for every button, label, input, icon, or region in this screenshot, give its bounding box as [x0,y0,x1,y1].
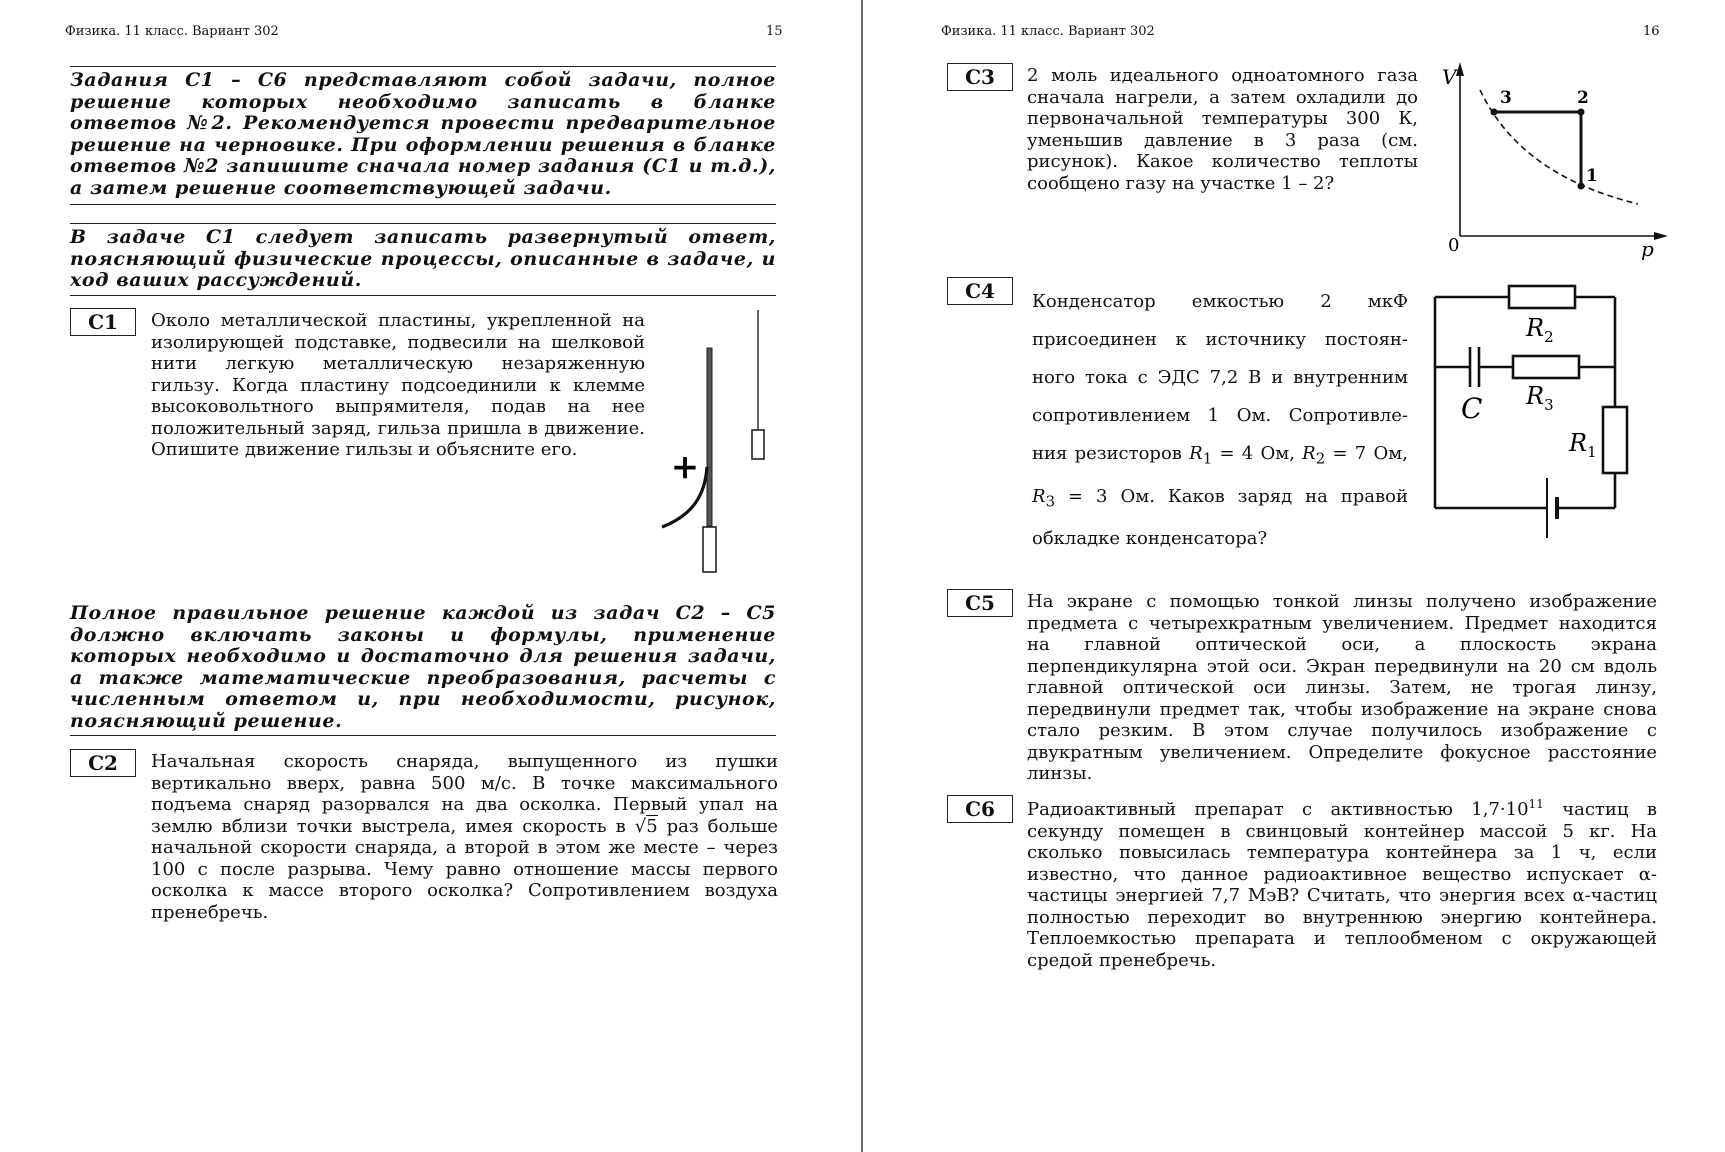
r2-label: $R_2$ [1526,314,1554,346]
task-c5-text: На экране с помощью тонкой линзы получено изображение предмета с четырехкратным увеличением. Предмет находится на главной оптической оси, а плоскость экрана перпендикулярна этой оси. Экран передвинули на 20 см вдоль главной оптической оси линзы. Затем, не трогая линзу, передвинули предмет так, чтобы изображение на экране снова стало резким. В этом случае получилось изображение с двукратным увеличением. Определите фокусное расстояние линзы. [1027,591,1657,784]
task-c4-line: Конденсатор емкостью 2 мкФ [1032,291,1408,312]
instructions-c2-c5: Полное правильное решение каждой из задач С2 – С5 должно включать законы и формулы, применение которых необходимо и достаточно для решения задачи, а также математические преобразования, расчеты с численным ответом и, при необходимости, рисунок, поясняющий решение. [70,602,776,732]
state-point-3 [1491,109,1498,116]
p-axis-label: p [1641,237,1654,261]
c3-pv-graph [1434,60,1674,265]
right-page [864,0,1725,1152]
page-number: 16 [1643,24,1660,39]
task-c4-line: = 7 Ом, [1332,443,1408,464]
page-divider [861,0,863,1152]
p-axis-arrow [1654,232,1668,240]
sqrt-value: 5 [646,815,658,837]
process-path [1494,112,1581,186]
page-header-title: Физика. 11 класс. Вариант 302 [65,24,279,39]
positive-charge-sign: + [670,447,700,487]
metal-plate [707,348,712,526]
left-page [0,0,860,1152]
v-axis-arrow [1456,62,1464,76]
sqrt-expression [635,815,658,837]
task-c4-line: на правой обкладке конденсатора? [1032,485,1408,550]
point-label-3: 3 [1500,88,1512,108]
point-label-1: 1 [1586,166,1598,186]
state-point-2 [1578,109,1585,116]
resistor-r3 [1513,356,1579,378]
task-number-c3: С3 [947,63,1013,91]
origin-label: 0 [1448,235,1460,256]
instructions-c1: В задаче С1 следует записать развернутый ответ, поясняющий физические процессы, описанные в задаче, и ход ваших рассуждений. [70,226,776,291]
r3-label: $R_3$ [1526,382,1554,414]
task-c6-text-part2: частиц в секунду помещен в свинцовый контейнер массой 5 кг. На сколько повысилась температура контейнера за 1 ч, если известно, что данное радиоактивное вещество испускает α-частицы энергией 7,7 МэВ? Считать, что энергия всех α-частиц полностью переходит во внутреннюю энергию контейнера. Теплоемкостью препарата и теплообменом с окружающей средой пренебречь. [1027,799,1657,971]
page-number: 15 [766,24,783,39]
task-c4-line: присоединен к источнику постоян- [1032,329,1408,350]
task-c4-line: сопротивлением 1 Ом. Сопротивле- [1032,405,1408,426]
task-c4-text [1032,283,1408,558]
divider-line [70,223,776,224]
c4-circuit-diagram [1429,275,1649,545]
sqrt-symbol: √ [634,815,647,837]
state-point-1 [1578,183,1585,190]
capacitor-label: C [1461,392,1483,425]
metal-sleeve [752,430,764,459]
task-c2-text-part1: Начальная скорость снаряда, выпущенного из пушки вертикально вверх, равна 500 м/с. В точке максимального подъема снаряд разорвался на два осколка. Первый упал на землю вблизи точки выстрела, имея скорость в [151,751,778,837]
task-c2-text-part2: раз больше начальной скорости снаряда, а второй в этом же месте – через 100 с после разрыва. Чему равно отношение массы первого осколка к массе второго осколка? Сопротивлением воздуха пренебречь. [151,815,778,923]
task-number-c5: С5 [947,589,1013,617]
task-c6-text [1027,799,1657,971]
r1-label: $R_1$ [1569,429,1597,461]
var-r1-sub: 1 [1202,449,1213,468]
task-c3-text: 2 моль идеального одноатомного газа сначала нагрели, а затем охладили до первоначальной температуры 300 К, уменьшив давление в 3 раза (см. рисунок). Какое количество теплоты сообщено газу на участке 1 – 2? [1027,65,1418,194]
resistor-r2 [1509,286,1575,308]
page-header-title: Физика. 11 класс. Вариант 302 [941,24,1155,39]
resistor-r1 [1603,407,1627,473]
exponent: 11 [1528,797,1544,811]
task-c4-line: = 3 Ом. Каков заряд [1068,485,1293,507]
task-number-c2: С2 [70,749,136,777]
task-number-c1: С1 [70,308,136,336]
var-r2-sub: 2 [1315,449,1326,468]
divider-line [70,735,776,736]
task-number-c4: С4 [947,277,1013,305]
point-label-2: 2 [1577,88,1589,108]
divider-line [70,295,776,296]
task-c4-line: = 4 Ом, [1219,443,1295,464]
divider-line [70,204,776,205]
task-c2-text [151,751,778,923]
instructions-c1-c6: Задания С1 – С6 представляют собой задачи, полное решение которых необходимо записать в бланке ответов №2. Рекомендуется провести предварительное решение на черновике. При оформлении решения в бланке ответов №2 запишите сначала номер задания (С1 и т.д.), а затем решение соответствующей задачи. [70,69,776,199]
var-r1: R [1189,443,1203,464]
task-number-c6: С6 [947,795,1013,823]
task-c4-line: ного тока с ЭДС 7,2 В и внутренним [1032,367,1408,388]
task-c6-text-part1: Радиоактивный препарат с активностью 1,7·10 [1027,799,1529,820]
v-axis-label: V [1442,65,1457,89]
task-c4-line: ния резисторов [1032,443,1182,464]
task-c1-text: Около металлической пластины, укрепленной на изолирующей подставке, подвесили на шелковой нити легкую металлическую незаряженную гильзу. Когда пластину подсоединили к клемме высоковольтного выпрямителя, подав на нее положительный заряд, гильза пришла в движение. Опишите движение гильзы и объясните его. [151,310,645,460]
var-r2: R [1302,443,1316,464]
var-r3-sub: 3 [1045,492,1056,511]
c1-figure-plate-and-sleeve [655,305,775,575]
insulating-stand [703,527,716,572]
divider-line [70,66,776,67]
var-r3: R [1032,485,1046,507]
